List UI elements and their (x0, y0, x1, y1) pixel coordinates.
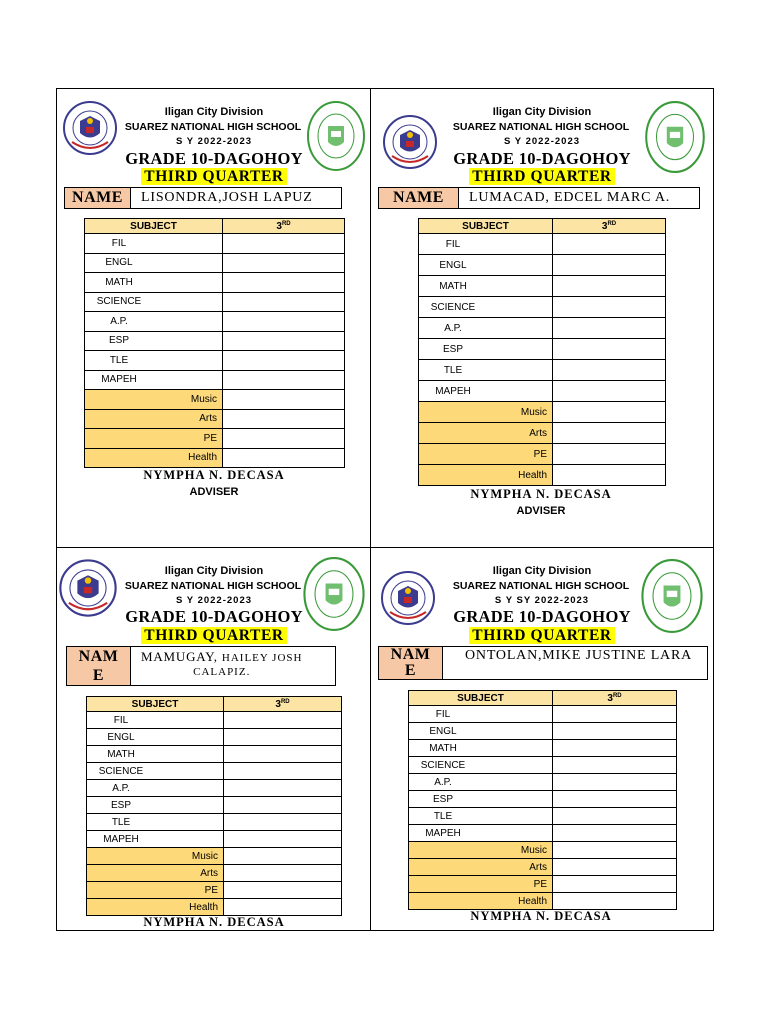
grade-cell[interactable] (553, 234, 666, 255)
table-row: MATH (85, 273, 345, 293)
grade-section: GRADE 10-DAGOHOY (125, 149, 303, 168)
quarter-header: 3RD (553, 691, 677, 706)
grade-cell[interactable] (553, 339, 666, 360)
grade-cell[interactable] (223, 351, 345, 371)
name-label: NAM E (379, 647, 443, 679)
school-name: SUAREZ NATIONAL HIGH SCHOOL (452, 121, 630, 133)
school-year: S Y 2022-2023 (175, 136, 253, 147)
grade-cell[interactable] (224, 899, 342, 916)
division-title: Iligan City Division (492, 565, 592, 577)
quarter-title: THIRD QUARTER (141, 168, 286, 185)
grades-table (408, 690, 677, 910)
grade-cell[interactable] (553, 360, 666, 381)
grade-cell[interactable] (224, 746, 342, 763)
grade-cell[interactable] (553, 706, 677, 723)
table-row: SCIENCE (419, 297, 666, 318)
grade-cell[interactable] (223, 370, 345, 390)
table-row: TLE (409, 808, 677, 825)
school-seal-icon (644, 100, 706, 174)
grade-cell[interactable] (224, 814, 342, 831)
grade-cell[interactable] (223, 292, 345, 312)
table-row: ESP (87, 797, 342, 814)
school-name: SUAREZ NATIONAL HIGH SCHOOL (124, 121, 302, 133)
grades-table (86, 696, 342, 916)
school-seal-icon (640, 558, 704, 634)
name-label: NAME (65, 188, 131, 208)
grade-cell[interactable] (224, 882, 342, 899)
table-row: ENGL (409, 723, 677, 740)
adviser-role: ADVISER (189, 486, 239, 498)
grade-cell[interactable] (553, 859, 677, 876)
table-row: A.P. (85, 312, 345, 332)
grade-cell[interactable] (223, 312, 345, 332)
horizontal-divider (56, 547, 714, 548)
table-row: PE (85, 429, 345, 449)
table-row: ESP (409, 791, 677, 808)
adviser-name: NYMPHA N. DECASA (470, 909, 612, 923)
student-name-box (378, 187, 700, 209)
table-row: Health (409, 893, 677, 910)
table-row: MAPEH (419, 381, 666, 402)
school-year: S Y SY 2022-2023 (494, 595, 590, 606)
grade-cell[interactable] (224, 729, 342, 746)
subject-header: SUBJECT (409, 691, 553, 706)
quarter-title: THIRD QUARTER (469, 627, 614, 644)
table-row: A.P. (87, 780, 342, 797)
division-title: Iligan City Division (164, 106, 264, 118)
grade-cell[interactable] (223, 253, 345, 273)
grade-cell[interactable] (553, 774, 677, 791)
table-header-row (85, 219, 345, 234)
student-name-box (378, 646, 708, 680)
grade-cell[interactable] (553, 423, 666, 444)
grade-cell[interactable] (224, 780, 342, 797)
table-row: FIL (409, 706, 677, 723)
table-row: PE (419, 444, 666, 465)
table-row: MATH (87, 746, 342, 763)
subject-header: SUBJECT (419, 219, 553, 234)
deped-seal-icon (62, 96, 118, 160)
table-header-row (409, 691, 677, 706)
table-row: MAPEH (85, 370, 345, 390)
table-row: TLE (87, 814, 342, 831)
quarter-header: 3RD (223, 219, 345, 234)
table-row: ENGL (85, 253, 345, 273)
grade-cell[interactable] (553, 808, 677, 825)
deped-seal-icon (380, 566, 436, 630)
table-row: SCIENCE (409, 757, 677, 774)
deped-seal-icon (382, 110, 438, 174)
grade-cell[interactable] (223, 429, 345, 449)
student-name: MAMUGAY, HAILEY JOSH CALAPIZ. (141, 649, 303, 678)
school-year: S Y 2022-2023 (503, 136, 581, 147)
vertical-divider (370, 88, 371, 931)
name-label: NAME (379, 188, 459, 208)
grades-table (84, 218, 345, 468)
table-row: MAPEH (87, 831, 342, 848)
division-title: Iligan City Division (164, 565, 264, 577)
grade-cell[interactable] (223, 448, 345, 468)
table-row: A.P. (419, 318, 666, 339)
grade-cell[interactable] (553, 465, 666, 486)
adviser-name: NYMPHA N. DECASA (143, 468, 285, 482)
quarter-title: THIRD QUARTER (141, 627, 286, 644)
table-row: Health (85, 448, 345, 468)
grade-cell[interactable] (224, 865, 342, 882)
grade-cell[interactable] (553, 402, 666, 423)
student-name-box (66, 646, 336, 686)
grades-table (418, 218, 666, 486)
table-row: Arts (87, 865, 342, 882)
table-row: ENGL (419, 255, 666, 276)
deped-seal-icon (58, 554, 118, 622)
grade-cell[interactable] (224, 848, 342, 865)
grade-cell[interactable] (553, 381, 666, 402)
table-row: Music (85, 390, 345, 410)
grade-cell[interactable] (553, 893, 677, 910)
table-row: Music (87, 848, 342, 865)
table-row: MATH (409, 740, 677, 757)
table-row: SCIENCE (85, 292, 345, 312)
quarter-header: 3RD (553, 219, 666, 234)
table-row: PE (87, 882, 342, 899)
grade-cell[interactable] (553, 297, 666, 318)
table-row: FIL (419, 234, 666, 255)
division-title: Iligan City Division (492, 106, 592, 118)
table-row: ESP (85, 331, 345, 351)
student-name: ONTOLAN,MIKE JUSTINE LARA (465, 648, 693, 663)
grade-section: GRADE 10-DAGOHOY (453, 149, 631, 168)
table-row: MAPEH (409, 825, 677, 842)
grade-cell[interactable] (553, 444, 666, 465)
grade-cell[interactable] (553, 842, 677, 859)
grade-cell[interactable] (224, 763, 342, 780)
grade-cell[interactable] (223, 273, 345, 293)
subject-header: SUBJECT (85, 219, 223, 234)
grade-cell[interactable] (553, 740, 677, 757)
table-row: Music (419, 402, 666, 423)
subject-header: SUBJECT (87, 697, 224, 712)
grade-cell[interactable] (553, 876, 677, 893)
student-name-box (64, 187, 342, 209)
grade-cell[interactable] (553, 276, 666, 297)
name-label: NAM E (67, 647, 131, 685)
table-row: SCIENCE (87, 763, 342, 780)
grade-cell[interactable] (223, 409, 345, 429)
quarter-title: THIRD QUARTER (469, 168, 614, 185)
grade-cell[interactable] (553, 255, 666, 276)
student-name: LUMACAD, EDCEL MARC A. (469, 190, 671, 205)
table-row: TLE (85, 351, 345, 371)
student-name: LISONDRA,JOSH LAPUZ (141, 190, 313, 205)
table-row: MATH (419, 276, 666, 297)
grade-cell[interactable] (553, 825, 677, 842)
adviser-name: NYMPHA N. DECASA (143, 915, 285, 929)
adviser-name: NYMPHA N. DECASA (470, 487, 612, 501)
table-row: TLE (419, 360, 666, 381)
table-row: PE (409, 876, 677, 893)
table-row: FIL (87, 712, 342, 729)
quarter-header: 3RD (224, 697, 342, 712)
grade-cell[interactable] (553, 318, 666, 339)
table-row: FIL (85, 234, 345, 254)
table-row: Health (87, 899, 342, 916)
table-row: Music (409, 842, 677, 859)
school-name: SUAREZ NATIONAL HIGH SCHOOL (452, 580, 630, 592)
table-row: Arts (85, 409, 345, 429)
grade-cell[interactable] (223, 390, 345, 410)
school-year: S Y 2022-2023 (175, 595, 253, 606)
grade-cell[interactable] (224, 831, 342, 848)
grade-cell[interactable] (553, 757, 677, 774)
table-header-row (87, 697, 342, 712)
grade-cell[interactable] (553, 791, 677, 808)
table-row: Arts (419, 423, 666, 444)
table-row: ENGL (87, 729, 342, 746)
grade-cell[interactable] (223, 331, 345, 351)
table-row: A.P. (409, 774, 677, 791)
adviser-role: ADVISER (516, 505, 566, 517)
grade-cell[interactable] (224, 712, 342, 729)
grade-section: GRADE 10-DAGOHOY (453, 607, 631, 626)
table-row: Arts (409, 859, 677, 876)
school-name: SUAREZ NATIONAL HIGH SCHOOL (124, 580, 302, 592)
table-row: ESP (419, 339, 666, 360)
table-row: Health (419, 465, 666, 486)
grade-cell[interactable] (223, 234, 345, 254)
grade-cell[interactable] (224, 797, 342, 814)
grade-section: GRADE 10-DAGOHOY (125, 607, 303, 626)
grade-cell[interactable] (553, 723, 677, 740)
school-seal-icon (306, 100, 366, 172)
table-header-row (419, 219, 666, 234)
